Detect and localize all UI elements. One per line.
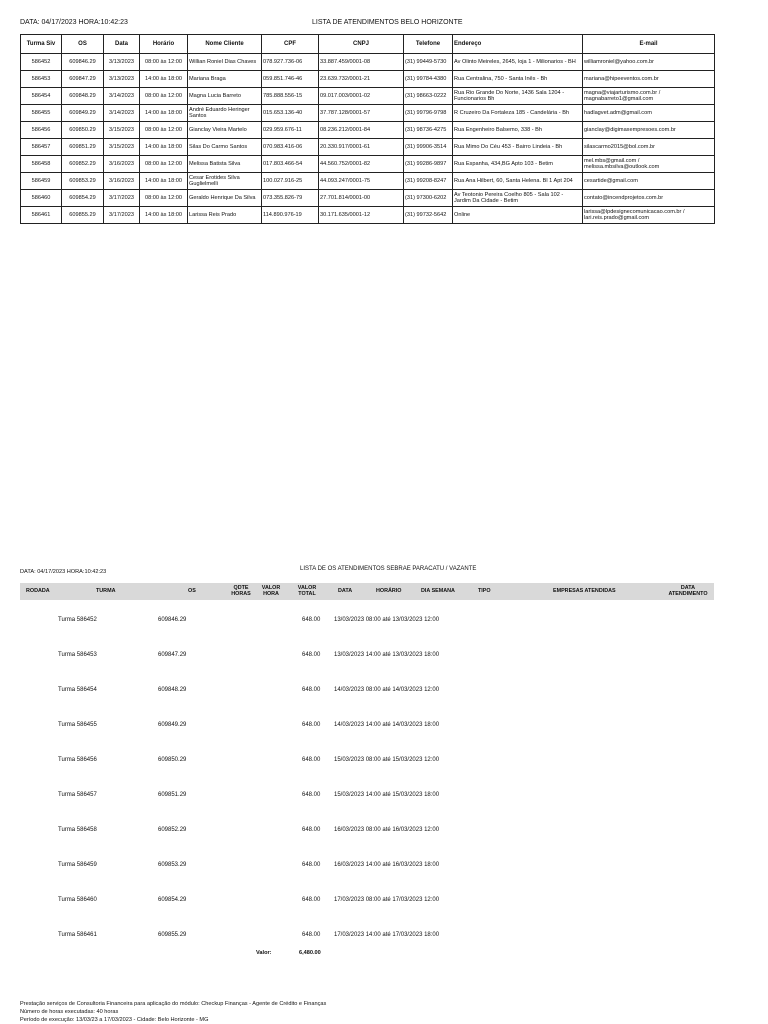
table-cell: 14:00 às 18:00: [140, 105, 188, 122]
table-cell: 23.639.732/0001-21: [319, 71, 404, 88]
table-cell: 609855.29: [62, 207, 104, 224]
valor-total: 6,480.00: [299, 950, 321, 956]
table-cell: 586458: [21, 156, 62, 173]
row-valor-total: 648.00: [302, 862, 321, 868]
table-cell: gianclay@digimaxempresoes.com.br: [583, 122, 715, 139]
row-turma: Turma 586457: [58, 792, 97, 798]
table-cell: 017.803.466-54: [262, 156, 319, 173]
table-cell: 3/17/2023: [104, 207, 140, 224]
table-cell: 609847.29: [62, 71, 104, 88]
table-cell: 015.653.136-40: [262, 105, 319, 122]
col-header: Telefone: [404, 35, 453, 54]
table-cell: 3/14/2023: [104, 88, 140, 105]
table-cell: 3/16/2023: [104, 156, 140, 173]
table-row: [21, 54, 715, 71]
table-cell: 33.887.459/0001-08: [319, 54, 404, 71]
report1-title: LISTA DE ATENDIMENTOS BELO HORIZONTE: [312, 19, 463, 26]
report1-datetime: DATA: 04/17/2023 HORA:10:42:23: [20, 19, 128, 26]
table-cell: Rua Centralina, 750 - Santa Inês - Bh: [453, 71, 583, 88]
table-cell: Mariana Braga: [188, 71, 262, 88]
table-cell: 609850.29: [62, 122, 104, 139]
table-cell: André Eduardo Heringer Santos: [188, 105, 262, 122]
table-cell: mariana@hipeeventos.com.br: [583, 71, 715, 88]
table-cell: 14:00 às 18:00: [140, 207, 188, 224]
row-valor-total: 648.00: [302, 792, 321, 798]
table-row: [21, 139, 715, 156]
table-cell: (31) 99906-3514: [404, 139, 453, 156]
table-cell: cesartide@gmail.com: [583, 173, 715, 190]
col-header: QDTE HORAS: [231, 585, 251, 597]
table-cell: 586460: [21, 190, 62, 207]
table-cell: 609852.29: [62, 156, 104, 173]
row-turma: Turma 586452: [58, 617, 97, 623]
valor-label: Valor:: [256, 950, 272, 956]
table-row: [21, 122, 715, 139]
col-header: Nome Cliente: [188, 35, 262, 54]
col-header: E-mail: [583, 35, 715, 54]
table-cell: 609848.29: [62, 88, 104, 105]
table-cell: Willian Roniel Dias Chaves: [188, 54, 262, 71]
col-header: RODADA: [26, 588, 50, 594]
row-os: 609849.29: [158, 722, 187, 728]
row-valor-total: 648.00: [302, 757, 321, 763]
table-cell: williamroniel@yahoo.com.br: [583, 54, 715, 71]
col-header: CPF: [262, 35, 319, 54]
table-cell: R Cruzeiro Da Fortaleza 185 - Candelária - Bh: [453, 105, 583, 122]
row-valor-total: 648.00: [302, 897, 321, 903]
table-cell: Rua Engenheiro Balsemo, 338 - Bh: [453, 122, 583, 139]
table-cell: 059.851.746-46: [262, 71, 319, 88]
row-os: 609853.29: [158, 862, 187, 868]
table-cell: 44.560.752/0001-82: [319, 156, 404, 173]
table-cell: 029.959.676-11: [262, 122, 319, 139]
table-cell: Rua Mimo Do Céu 453 - Bairro Lindeia - Bh: [453, 139, 583, 156]
table-cell: (31) 98736-4275: [404, 122, 453, 139]
row-os: 609847.29: [158, 652, 187, 658]
col-header: EMPRESAS ATENDIDAS: [553, 588, 616, 594]
row-turma: Turma 586461: [58, 932, 97, 938]
row-os: 609848.29: [158, 687, 187, 693]
row-os: 609850.29: [158, 757, 187, 763]
col-header: VALOR HORA: [261, 585, 281, 597]
row-data: 15/03/2023 08:00 até 15/03/2023 12:00: [334, 757, 440, 763]
table-cell: Av Teotonio Pereira Coelho 805 - Sala 102 - Jardim Da Cidade - Betim: [453, 190, 583, 207]
col-header: TURMA: [96, 588, 116, 594]
table-cell: 3/13/2023: [104, 54, 140, 71]
row-data: 13/03/2023 14:00 até 13/03/2023 18:00: [334, 652, 440, 658]
row-valor-total: 648.00: [302, 617, 321, 623]
table-cell: Online: [453, 207, 583, 224]
row-valor-total: 648.00: [302, 827, 321, 833]
row-turma: Turma 586460: [58, 897, 97, 903]
row-data: 17/03/2023 14:00 até 17/03/2023 18:00: [334, 932, 440, 938]
table-cell: 609853.29: [62, 173, 104, 190]
row-turma: Turma 586453: [58, 652, 97, 658]
table-cell: Av Olinto Meireles, 2645, loja 1 - Milionarios - BH: [453, 54, 583, 71]
footer-line-2: Número de horas executadas: 40 horas: [20, 1009, 119, 1015]
table-header-row: [21, 35, 715, 54]
table-cell: 100.027.916-25: [262, 173, 319, 190]
row-data: 15/03/2023 14:00 até 15/03/2023 18:00: [334, 792, 440, 798]
table-cell: 44.093.247/0001-75: [319, 173, 404, 190]
table-cell: (31) 99286-9897: [404, 156, 453, 173]
table-cell: 586461: [21, 207, 62, 224]
col-header: HORÁRIO: [376, 588, 402, 594]
col-header: TIPO: [478, 588, 491, 594]
row-turma: Turma 586454: [58, 687, 97, 693]
table-row: [21, 88, 715, 105]
col-header: VALOR TOTAL: [297, 585, 317, 597]
col-header: DATA: [338, 588, 353, 594]
attendance-table: [20, 34, 715, 224]
report2-title: LISTA DE OS ATENDIMENTOS SEBRAE PARACATU / VAZANTE: [300, 566, 477, 572]
footer-line-3: Período de execução: 13/03/23 a 17/03/2023 - Cidade: Belo Horizonte - MG: [20, 1017, 209, 1023]
table-cell: 3/17/2023: [104, 190, 140, 207]
table-cell: 070.983.416-06: [262, 139, 319, 156]
table-row: [21, 156, 715, 173]
table-cell: Silas Do Carmo Santos: [188, 139, 262, 156]
footer-line-1: Prestação serviços de Consultoria Financeira para aplicação do módulo: Checkup Finanças - Agente de Crédito e Finanças: [20, 1001, 327, 1007]
table-cell: 586454: [21, 88, 62, 105]
table-cell: (31) 99449-5730: [404, 54, 453, 71]
table-cell: Rua Espanha, 434,BG Apto 103 - Betim: [453, 156, 583, 173]
table-cell: 08:00 às 12:00: [140, 122, 188, 139]
table-cell: 3/16/2023: [104, 173, 140, 190]
table-cell: 37.787.128/0001-57: [319, 105, 404, 122]
table-cell: 586453: [21, 71, 62, 88]
table-cell: 586456: [21, 122, 62, 139]
table-cell: 586452: [21, 54, 62, 71]
row-data: 14/03/2023 14:00 até 14/03/2023 18:00: [334, 722, 440, 728]
table-cell: (31) 98663-0222: [404, 88, 453, 105]
table-row: [21, 207, 715, 224]
table-cell: 073.355.826-79: [262, 190, 319, 207]
table-cell: 08.236.212/0001-84: [319, 122, 404, 139]
row-valor-total: 648.00: [302, 687, 321, 693]
table-cell: 30.171.635/0001-12: [319, 207, 404, 224]
row-turma: Turma 586459: [58, 862, 97, 868]
table-cell: Magna Lucia Barreto: [188, 88, 262, 105]
table-cell: 20.330.917/0001-61: [319, 139, 404, 156]
table-cell: Gianclay Vieira Martelo: [188, 122, 262, 139]
row-data: 16/03/2023 14:00 até 16/03/2023 18:00: [334, 862, 440, 868]
table-cell: 14:00 às 18:00: [140, 173, 188, 190]
col-header: DATA ATENDIMENTO: [668, 585, 708, 597]
table-cell: mel.mbs@gmail.com / melissa.mbsilva@outlook.com: [583, 156, 715, 173]
row-data: 13/03/2023 08:00 até 13/03/2023 12:00: [334, 617, 440, 623]
row-data: 14/03/2023 08:00 até 14/03/2023 12:00: [334, 687, 440, 693]
report2-datetime: DATA: 04/17/2023 HORA:10:42:23: [20, 569, 107, 575]
row-valor-total: 648.00: [302, 932, 321, 938]
row-turma: Turma 586458: [58, 827, 97, 833]
row-data: 17/03/2023 08:00 até 17/03/2023 12:00: [334, 897, 440, 903]
row-valor-total: 648.00: [302, 722, 321, 728]
table-cell: 609854.29: [62, 190, 104, 207]
table-row: [21, 190, 715, 207]
table-cell: Larissa Reis Prado: [188, 207, 262, 224]
table-cell: magna@viajarturismo.com.br / magnabarreto1@gmail.com: [583, 88, 715, 105]
row-valor-total: 648.00: [302, 652, 321, 658]
col-header: DIA SEMANA: [421, 588, 455, 594]
table-cell: 609851.29: [62, 139, 104, 156]
row-os: 609852.29: [158, 827, 187, 833]
table-cell: 09.017.003/0001-02: [319, 88, 404, 105]
row-os: 609846.29: [158, 617, 187, 623]
table-cell: (31) 97300-6202: [404, 190, 453, 207]
table-cell: 586455: [21, 105, 62, 122]
row-data: 16/03/2023 08:00 até 16/03/2023 12:00: [334, 827, 440, 833]
report2-header-band: [20, 583, 714, 600]
row-os: 609854.29: [158, 897, 187, 903]
table-cell: Cesar Erotides Silva Guglielmelli: [188, 173, 262, 190]
table-cell: (31) 99732-5642: [404, 207, 453, 224]
col-header: CNPJ: [319, 35, 404, 54]
table-cell: 14:00 às 18:00: [140, 71, 188, 88]
table-cell: 08:00 às 12:00: [140, 54, 188, 71]
row-os: 609855.29: [158, 932, 187, 938]
col-header: Endereço: [453, 35, 583, 54]
row-os: 609851.29: [158, 792, 187, 798]
table-cell: 27.701.814/0001-00: [319, 190, 404, 207]
table-cell: (31) 99208-8247: [404, 173, 453, 190]
table-row: [21, 71, 715, 88]
table-cell: silascarmo2015@bol.com.br: [583, 139, 715, 156]
table-cell: (31) 99784-4380: [404, 71, 453, 88]
table-cell: 078.927.736-06: [262, 54, 319, 71]
table-cell: Melissa Batista Silva: [188, 156, 262, 173]
table-cell: 586459: [21, 173, 62, 190]
row-turma: Turma 586455: [58, 722, 97, 728]
table-cell: 785.888.556-15: [262, 88, 319, 105]
col-header: Data: [104, 35, 140, 54]
table-cell: 609849.29: [62, 105, 104, 122]
table-cell: 08:00 às 12:00: [140, 88, 188, 105]
table-cell: 08:00 às 12:00: [140, 190, 188, 207]
table-row: [21, 173, 715, 190]
table-cell: 3/15/2023: [104, 122, 140, 139]
table-cell: 3/15/2023: [104, 139, 140, 156]
col-header: OS: [188, 588, 196, 594]
table-cell: 14:00 às 18:00: [140, 139, 188, 156]
table-cell: (31) 99796-9798: [404, 105, 453, 122]
table-cell: 08:00 às 12:00: [140, 156, 188, 173]
table-cell: hadlagvet.adm@gmail.com: [583, 105, 715, 122]
table-cell: contato@incendprojetos.com.br: [583, 190, 715, 207]
table-cell: 3/14/2023: [104, 105, 140, 122]
table-cell: Rua Rio Grande Do Norte, 1436 Sala 1204 - Funcionarios Bh: [453, 88, 583, 105]
row-turma: Turma 586456: [58, 757, 97, 763]
table-row: [21, 105, 715, 122]
col-header: Horário: [140, 35, 188, 54]
table-cell: 609846.29: [62, 54, 104, 71]
table-cell: Rua Ana Hilbert, 60, Santa Helena. Bl 1 Apt 204: [453, 173, 583, 190]
table-cell: 3/13/2023: [104, 71, 140, 88]
table-cell: 586457: [21, 139, 62, 156]
table-cell: 114.890.976-19: [262, 207, 319, 224]
col-header: OS: [62, 35, 104, 54]
col-header: Turma Siv: [21, 35, 62, 54]
table-cell: larissa@lpdesignecomunicacao.com.br / lari.reis.prado@gmail.com: [583, 207, 715, 224]
table-cell: Geraldo Henrique Da Silva: [188, 190, 262, 207]
